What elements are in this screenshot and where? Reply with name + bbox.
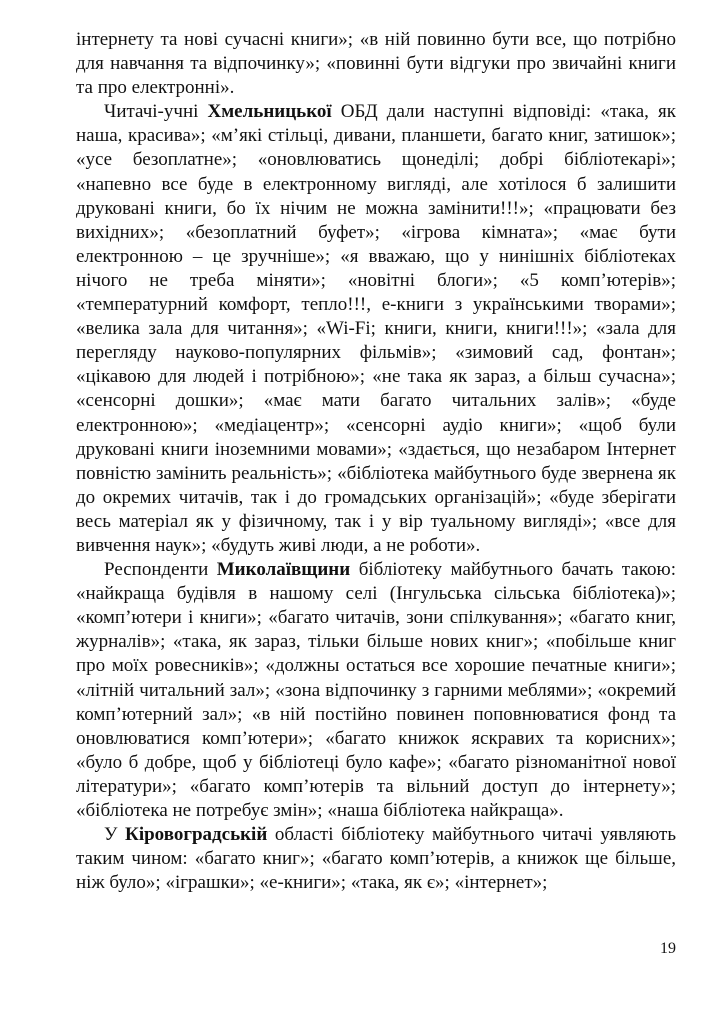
- paragraph-lead: У: [104, 824, 126, 846]
- paragraph-lead: Читачі-учні: [104, 101, 208, 123]
- region-name-bold: Хмельницької: [207, 101, 332, 123]
- paragraph-text: ОБД дали наступні відповіді: «така, як наша, красива»; «м’які стільці, дивани, планшети, багато книг, затишок»; «усе безоплатне»; «оновлюватись щонеділі; добрі бібліотекарі»; «напевно все буде в електронному вигляді, але хотілося б залишити друковані книги, бо їх нічим не можна замінити!!!»; «працювати без вихідних»; «безоплатний буфет»; «ігрова кімната»; «має бути електронною – це зручніше»; «я вважаю, що у нинішніх бібліотеках нічого не треба міняти»; «новітні блоги»; «5 комп’ютерів»; «температурний комфорт, тепло!!!, е-книги з українськими творами»; «велика зала для читання»; «Wi-Fi; книги, книги, книги!!!»; «зала для перегляду науково-популярних фільмів»; «зимовий сад, фонтан»; «цікавою для людей і потрібною»; «не така як зараз, а більш сучасна»; «сенсорні дошки»; «має мати багато читальних залів»; «буде електронною»; «медіацентр»; «сенсорні аудіо книги»; «щоб були друковані книги іноземними мовами»; «здається, що незабаром Інтернет повністю замінить реальність»; «бібліотека майбутнього буде звернена як до окремих читачів, так і до громадських організацій»; «буде зберігати весь матеріал як у фізичному, так і у вір туальному вигляді»; «все для вивчення наук»; «будуть живі люди, а не роботи».: [76, 101, 676, 556]
- paragraph-text: області бібліотеку майбутнього читачі уявляють таким чином: «багато книг»; «багато комп’ютерів, а книжок ще більше, ніж було»; «іграшки»; «е-книги»; «така, як є»; «інтернет»;: [76, 824, 676, 894]
- region-name-bold: Кіровоградській: [125, 824, 268, 846]
- paragraph-lead: Респонденти: [104, 559, 217, 581]
- document-body: [76, 28, 676, 895]
- page-number: 19: [660, 940, 676, 957]
- paragraph-text: бібліотеку майбутнього бачать такою: «найкраща будівля в нашому селі (Інгульська сільська бібліотека)»; «комп’ютери і книги»; «багато читачів, зони спілкування»; «багато книг, журналів»; «така, як зараз, тільки більше нових книг»; «побільше книг про моїх ровесників»; «должны остаться все хорошие печатные книги»; «літній читальний зал»; «зона відпочинку з гарними меблями»; «окремий комп’ютерний зал»; «в ній постійно повинен поповнюватися фонд та оновлюватися комп’ютери»; «багато книжок яскравих та корисних»; «було б добре, щоб у бібліотеці було кафе»; «багато різноманітної нової літератури»; «багато комп’ютерів та вільний доступ до інтернету»; «бібліотека не потребує змін»; «наша бібліотека найкраща».: [76, 559, 676, 821]
- paragraph-kirovohradska: [76, 823, 676, 895]
- paragraph-khmelnytska: [76, 100, 676, 558]
- paragraph-mykolaivshchyna: [76, 558, 676, 823]
- region-name-bold: Миколаївщини: [216, 559, 351, 581]
- paragraph-continuation: інтернету та нові сучасні книги»; «в ній повинно бути все, що потрібно для навчання та відпочинку»; «повинні бути відгуки про звичайні книги та про електронні».: [76, 29, 676, 99]
